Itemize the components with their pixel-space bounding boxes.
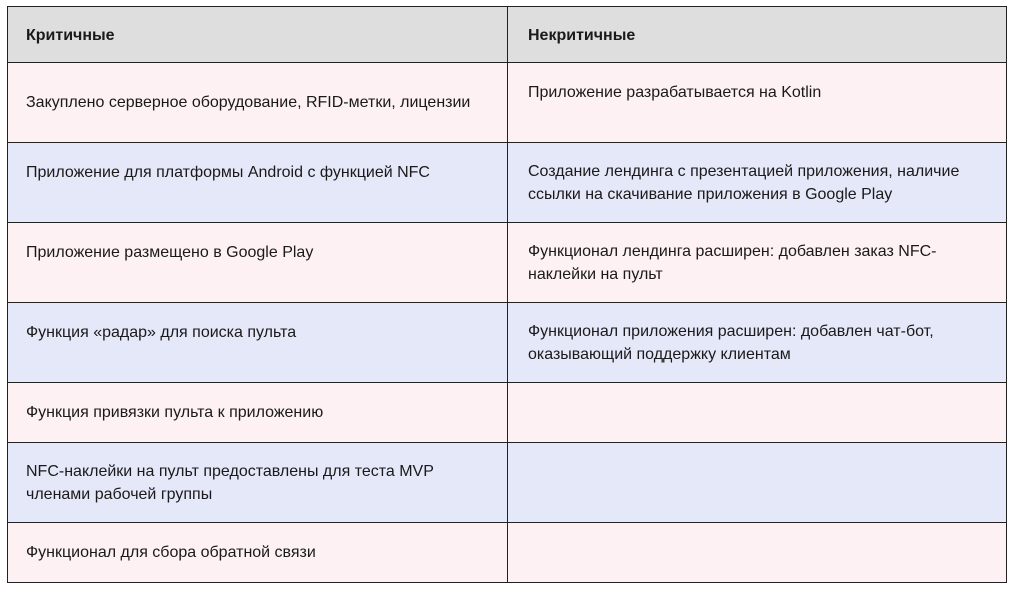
table-header-row (8, 7, 1006, 62)
header-noncritical (508, 7, 1006, 62)
header-critical (8, 7, 508, 62)
noncritical-cell-text: Функционал приложения расширен: добавлен чат-бот, оказывающий поддержку клиентам (528, 322, 934, 363)
noncritical-cell (508, 223, 1006, 302)
critical-cell (8, 223, 508, 302)
noncritical-cell (508, 143, 1006, 222)
table-row (8, 302, 1006, 382)
critical-cell-text: Приложение для платформы Android с функцией NFC (26, 164, 430, 181)
noncritical-cell (508, 383, 1006, 442)
critical-cell (8, 63, 508, 142)
critical-cell (8, 143, 508, 222)
critical-cell (8, 383, 508, 442)
noncritical-cell-text: Приложение разрабатывается на Kotlin (528, 84, 822, 101)
critical-cell (8, 523, 508, 582)
critical-cell-text: NFC-наклейки на пульт предоставлены для теста MVP членами рабочей группы (26, 462, 434, 503)
critical-cell-text: Приложение размещено в Google Play (26, 244, 314, 261)
requirements-table (7, 6, 1007, 583)
critical-cell (8, 443, 508, 522)
table-row (8, 522, 1006, 582)
noncritical-cell (508, 443, 1006, 522)
table-row (8, 142, 1006, 222)
table-row (8, 62, 1006, 142)
header-noncritical-label: Некритичные (528, 27, 636, 44)
critical-cell (8, 303, 508, 382)
noncritical-cell-text: Создание лендинга с презентацией приложения, наличие ссылки на скачивание приложения в Google Play (528, 162, 960, 203)
noncritical-cell-text: Функционал лендинга расширен: добавлен заказ NFC-наклейки на пульт (528, 242, 937, 283)
critical-cell-text: Функционал для сбора обратной связи (26, 544, 316, 561)
table-row (8, 382, 1006, 442)
header-critical-label: Критичные (26, 27, 115, 44)
noncritical-cell (508, 303, 1006, 382)
noncritical-cell (508, 63, 1006, 142)
table-row (8, 442, 1006, 522)
table-row (8, 222, 1006, 302)
noncritical-cell (508, 523, 1006, 582)
critical-cell-text: Функция «радар» для поиска пульта (26, 324, 297, 341)
critical-cell-text: Функция привязки пульта к приложению (26, 404, 324, 421)
critical-cell-text: Закуплено серверное оборудование, RFID-метки, лицензии (26, 94, 471, 111)
